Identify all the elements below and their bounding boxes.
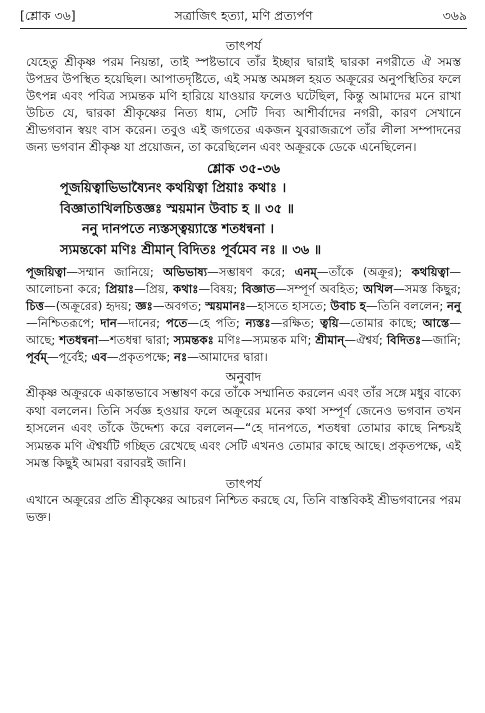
synonym-word: নঃ bbox=[174, 350, 188, 364]
verse-title: শ্লোক ৩৫-৩৬ bbox=[206, 161, 281, 177]
synonym-meaning: —রক্ষিত; bbox=[270, 316, 321, 330]
synonym-word: এনম্ bbox=[294, 265, 317, 279]
synonym-meaning: —সম্ভাষণ করে; bbox=[207, 265, 295, 279]
synonym-word: ত্বয়ি bbox=[320, 316, 339, 330]
synonym-meaning: —বিষয়; bbox=[198, 282, 242, 296]
verse-line: ননু দানপতে ন্যস্তস্ত্বয়্যাস্তে শতধন্বনা । bbox=[82, 222, 275, 237]
page-content bbox=[26, 37, 461, 526]
page-header bbox=[20, 8, 467, 28]
purport-heading: তাৎপর্য bbox=[225, 38, 262, 53]
synonym-word: শ্রীমান্ bbox=[315, 333, 345, 347]
synonym-meaning: —সম্মান জানিয়ে; bbox=[66, 265, 164, 279]
synonym-meaning: —তাঁকে (অক্রূর); bbox=[316, 265, 412, 279]
synonym-meaning: —প্রিয়, bbox=[134, 282, 174, 296]
synonym-meaning: —পূর্বেই; bbox=[46, 350, 92, 364]
synonym-meaning: —তোমার কাছে; bbox=[338, 316, 423, 330]
synonym-word: অভিভাষ্য bbox=[163, 265, 208, 279]
purport-text-2: এখানে অক্রূরের প্রতি শ্রীকৃষ্ণের আচরণ নিশ্চিত করছে যে, তিনি বাস্তবিকই শ্রীভগবানের পরম ভক্ত। bbox=[26, 492, 461, 524]
purport-heading-2: তাৎপর্য bbox=[225, 475, 262, 491]
chapter-title: সত্রাজিৎ হত্যা, মণি প্রত্যর্পণ bbox=[174, 8, 313, 23]
synonym-meaning: —সম্পূর্ণ অবহিত; bbox=[275, 282, 364, 296]
synonym-word: কথাঃ bbox=[173, 282, 199, 296]
synonym-word: আস্তে bbox=[422, 316, 450, 330]
synonym-meaning: —প্রকৃতপক্ষে; bbox=[106, 350, 175, 364]
synonyms-block bbox=[26, 264, 461, 366]
synonym-meaning: —আছে; bbox=[26, 316, 461, 347]
synonym-meaning: —(অক্রূরের) হৃদয়; bbox=[44, 299, 136, 313]
synonym-meaning: —আলোচনা করে; bbox=[26, 265, 461, 296]
verse-line: স্যমন্তকো মণিঃ শ্রীমান্ বিদিতঃ পূর্বমেব নঃ ॥ ৩৬ ॥ bbox=[60, 242, 322, 258]
synonym-meaning: —হে পতি; bbox=[187, 316, 246, 330]
synonym-word: ননু bbox=[447, 299, 461, 313]
synonym-word: পতে bbox=[165, 316, 188, 330]
synonym-word: প্রিয়াঃ bbox=[105, 282, 135, 296]
synonym-word: দান bbox=[100, 316, 117, 330]
verse-block bbox=[26, 179, 461, 261]
synonym-word: শতধন্বনা bbox=[59, 333, 99, 347]
translation-heading: অনুবাদ bbox=[225, 369, 262, 384]
synonym-meaning: —ঐশ্বর্য; bbox=[344, 333, 387, 347]
synonym-word: অখিল bbox=[363, 282, 394, 296]
synonym-meaning: —তিনি বললেন; bbox=[365, 299, 448, 313]
synonym-word: পূজয়িত্বা bbox=[26, 265, 67, 279]
synonym-meaning: —আমাদের দ্বারা। bbox=[187, 350, 268, 364]
translation-text: শ্রীকৃষ্ণ অক্রূরকে একান্তভাবে সম্ভাষণ করে তাঁকে সম্মানিত করলেন এবং তাঁর সঙ্গে মধুর বাক্যে কথা বললেন। তিনি সর্বজ্ঞ হওয়ার ফলে অক্রূরের মনের কথা সম্পূর্ণ জেনেও ভগবান তখন হাসলেন এবং তাঁকে উদ্দেশ্য করে বললেন—“হে দানপতে, শতধন্বা তোমার কাছে নিশ্চয়ই স্যমন্তক মণি ঐশ্বর্যটি গচ্ছিত রেখেছে এবং সেটি এখনও তোমার কাছে আছে। প্রকৃতপক্ষে, এই সমস্ত কিছুই আমরা বরাবরই জানি। bbox=[26, 386, 461, 470]
synonym-meaning: —জানি; bbox=[421, 333, 461, 347]
synonym-word: পূর্বম্ bbox=[26, 350, 47, 364]
verse-line: বিজ্ঞাতাখিলচিত্তজ্ঞঃ স্ময়মান উবাচ হ ॥ ৩৫ ॥ bbox=[60, 201, 294, 217]
purport-text: যেহেতু শ্রীকৃষ্ণ পরম নিয়ন্তা, তাই স্পষ্টভাবে তাঁর ইচ্ছার দ্বারাই দ্বারকা নগরীতে ঐ সমস্ত উপদ্রব উপস্থিত হয়েছিল। আপাতদৃষ্টিতে, এই সমস্ত অমঙ্গল হয়ত অক্রূরের অনুপস্থিতির ফলে উৎপন্ন এবং পবিত্র স্যমন্তক মণি হারিয়ে যাওয়ার ফলেও ঘটেছিল, কিন্তু আমাদের মনে রাখা উচিত যে, দ্বারকা শ্রীকৃষ্ণের নিত্য ধাম, সেটি দিব্য আশীর্বাদের নগরী, কারণ সেখানে শ্রীভগবান স্বয়ং বাস করেন। তবুও এই জগতের একজন যুবরাজরূপে তাঁর লীলা সম্পাদনের জন্য ভগবান শ্রীকৃষ্ণ যা প্রয়োজন, তা করেছিলেন এবং অক্রূরকে ডেকে এনেছিলেন। bbox=[26, 55, 462, 154]
page-number: ৩৬৯ bbox=[442, 8, 467, 23]
synonym-word: বিদিতঃ bbox=[386, 333, 422, 347]
synonym-meaning: —হাসতে হাসতে; bbox=[245, 299, 331, 313]
synonym-word: চিত্ত bbox=[26, 299, 45, 313]
verse-line: পূজয়িত্বাভিভাষ্যৈনং কথয়িত্বা প্রিয়াঃ কথাঃ । bbox=[60, 181, 287, 196]
synonym-meaning: —দানের; bbox=[116, 316, 166, 330]
header-rule bbox=[20, 28, 467, 29]
synonym-word: এব bbox=[91, 350, 107, 364]
verse-reference: [শ্লোক ৩৬] bbox=[20, 8, 76, 23]
synonym-meaning: মণিঃ—স্যমন্তক মণি; bbox=[213, 333, 316, 347]
synonym-word: ন্যস্তঃ bbox=[245, 316, 271, 330]
synonym-word: স্ময়মানঃ bbox=[205, 299, 246, 313]
synonym-meaning: —অবগত; bbox=[152, 299, 206, 313]
synonym-word: কথয়িত্বা bbox=[411, 265, 450, 279]
synonym-word: জ্ঞঃ bbox=[135, 299, 153, 313]
synonym-word: স্যমন্তকঃ bbox=[173, 333, 214, 347]
synonym-meaning: —সমস্ত কিছুর; bbox=[393, 282, 461, 296]
synonym-word: উবাচ হ bbox=[330, 299, 366, 313]
synonym-meaning: —নিশ্চিতরূপে; bbox=[26, 316, 101, 330]
synonym-meaning: —শতধন্বা দ্বারা; bbox=[98, 333, 174, 347]
synonym-word: বিজ্ঞাত bbox=[241, 282, 276, 296]
